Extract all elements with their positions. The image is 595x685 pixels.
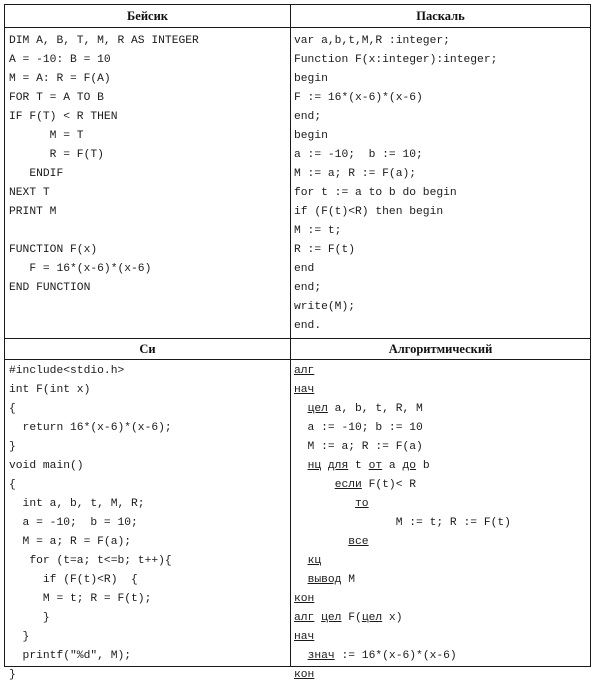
c-code-line: return 16*(x-6)*(x-6); [9,422,172,434]
keyword: кон [294,669,315,681]
header-basic: Бейсик [127,9,168,23]
algorithmic-code-line [294,457,511,476]
algorithmic-code-line [294,590,511,609]
c-code-line: #include<stdio.h> [9,365,125,377]
algorithmic-code-line [294,571,511,590]
keyword: то [355,498,369,510]
keyword: знач [307,650,335,662]
keyword: цел [321,612,342,624]
code-text: a := -10; b := 10 [294,422,423,434]
keyword: для [327,460,349,472]
c-code-line: a = -10; b = 10; [9,517,138,529]
pascal-code-block [294,32,497,336]
code-text [294,650,308,662]
header-c: Си [139,342,156,356]
code-text: t [348,460,369,472]
algorithmic-code-line [294,438,511,457]
code-text: x) [382,612,403,624]
c-code-line: if (F(t)<R) { [9,574,138,586]
algorithmic-code-line [294,476,511,495]
keyword: все [348,536,369,548]
algorithmic-code-line [294,533,511,552]
code-text: M := a; R := F(a) [294,441,423,453]
keyword: если [334,479,362,491]
header-rule-top [5,27,590,28]
algorithmic-code-line [294,400,511,419]
keyword: цел [307,403,328,415]
pascal-code-line: begin [294,130,328,142]
code-text [294,479,335,491]
basic-code-line: ENDIF [9,168,64,180]
pascal-code-line: end; [294,111,322,123]
pascal-code-line: end; [294,282,322,294]
code-text: M [341,574,356,586]
c-code-block [9,362,172,685]
algorithmic-code-line [294,609,511,628]
pascal-code-line: R := F(t) [294,244,356,256]
c-code-line: int F(int x) [9,384,91,396]
keyword: вывод [307,574,342,586]
algorithmic-code-line [294,666,511,685]
keyword: алг [294,612,315,624]
algorithmic-code-line [294,381,511,400]
code-text [321,460,328,472]
keyword: алг [294,365,315,377]
code-text: M := t; R := F(t) [294,517,511,529]
keyword: до [402,460,417,472]
c-code-line: int a, b, t, M, R; [9,498,145,510]
c-code-line: } [9,612,50,624]
keyword: нач [294,384,315,396]
keyword: нач [294,631,315,643]
basic-code-line [9,222,199,241]
c-code-line: } [9,669,16,681]
column-divider [290,5,291,666]
c-code-line: printf("%d", M); [9,650,132,662]
c-code-line: M = t; R = F(t); [9,593,152,605]
code-text: F( [341,612,362,624]
code-text [294,555,308,567]
basic-code-line: F = 16*(x-6)*(x-6) [9,263,152,275]
basic-code-block [9,32,199,298]
pascal-code-line: F := 16*(x-6)*(x-6) [294,92,423,104]
pascal-code-line: write(M); [294,301,356,313]
c-code-line: for (t=a; t<=b; t++){ [9,555,172,567]
code-text [294,403,308,415]
code-text: a [382,460,403,472]
c-code-line: } [9,441,16,453]
code-text: := 16*(x-6)*(x-6) [334,650,457,662]
basic-code-line: END FUNCTION [9,282,91,294]
pascal-code-line: var a,b,t,M,R :integer; [294,35,450,47]
c-code-line: } [9,631,30,643]
basic-code-line: R = F(T) [9,149,104,161]
basic-code-line: M = A: R = F(A) [9,73,111,85]
algorithmic-code-line [294,628,511,647]
pascal-code-line: M := a; R := F(a); [294,168,417,180]
algorithmic-code-line [294,647,511,666]
pascal-code-line: end [294,263,315,275]
c-code-line: M = a; R = F(a); [9,536,132,548]
algorithmic-code-line [294,419,511,438]
keyword: кц [307,555,322,567]
c-code-line: { [9,403,16,415]
pascal-code-line: begin [294,73,328,85]
algorithmic-code-line [294,514,511,533]
code-comparison-table [4,4,591,681]
keyword: нц [307,460,322,472]
pascal-code-line: a := -10; b := 10; [294,149,423,161]
basic-code-line: PRINT M [9,206,57,218]
code-text: b [416,460,430,472]
keyword: кон [294,593,315,605]
pascal-code-line: end. [294,320,322,332]
basic-code-line: NEXT T [9,187,50,199]
code-text: F(t)< R [361,479,417,491]
keyword: цел [361,612,383,624]
c-code-line: { [9,479,16,491]
code-text [294,574,308,586]
pascal-code-line: Function F(x:integer):integer; [294,54,498,66]
algorithmic-code-block [294,362,511,685]
pascal-code-line: M := t; [294,225,342,237]
basic-code-line: DIM A, B, T, M, R AS INTEGER [9,35,199,47]
c-code-line: void main() [9,460,84,472]
pascal-code-line: for t := a to b do begin [294,187,457,199]
code-text [294,460,308,472]
basic-code-line: M = T [9,130,84,142]
basic-code-line: FOR T = A TO B [9,92,104,104]
code-text: a, b, t, R, M [327,403,423,415]
header-rule-bottom [5,359,590,360]
algorithmic-code-line [294,495,511,514]
code-text [294,536,348,548]
header-algorithmic: Алгоритмический [388,342,493,356]
pascal-code-line: if (F(t)<R) then begin [294,206,444,218]
basic-code-line: A = -10: B = 10 [9,54,111,66]
basic-code-line: FUNCTION F(x) [9,244,98,256]
algorithmic-code-line [294,362,511,381]
keyword: от [368,460,383,472]
header-pascal: Паскаль [416,9,465,23]
algorithmic-code-line [294,552,511,571]
code-text [294,498,355,510]
basic-code-line: IF F(T) < R THEN [9,111,118,123]
